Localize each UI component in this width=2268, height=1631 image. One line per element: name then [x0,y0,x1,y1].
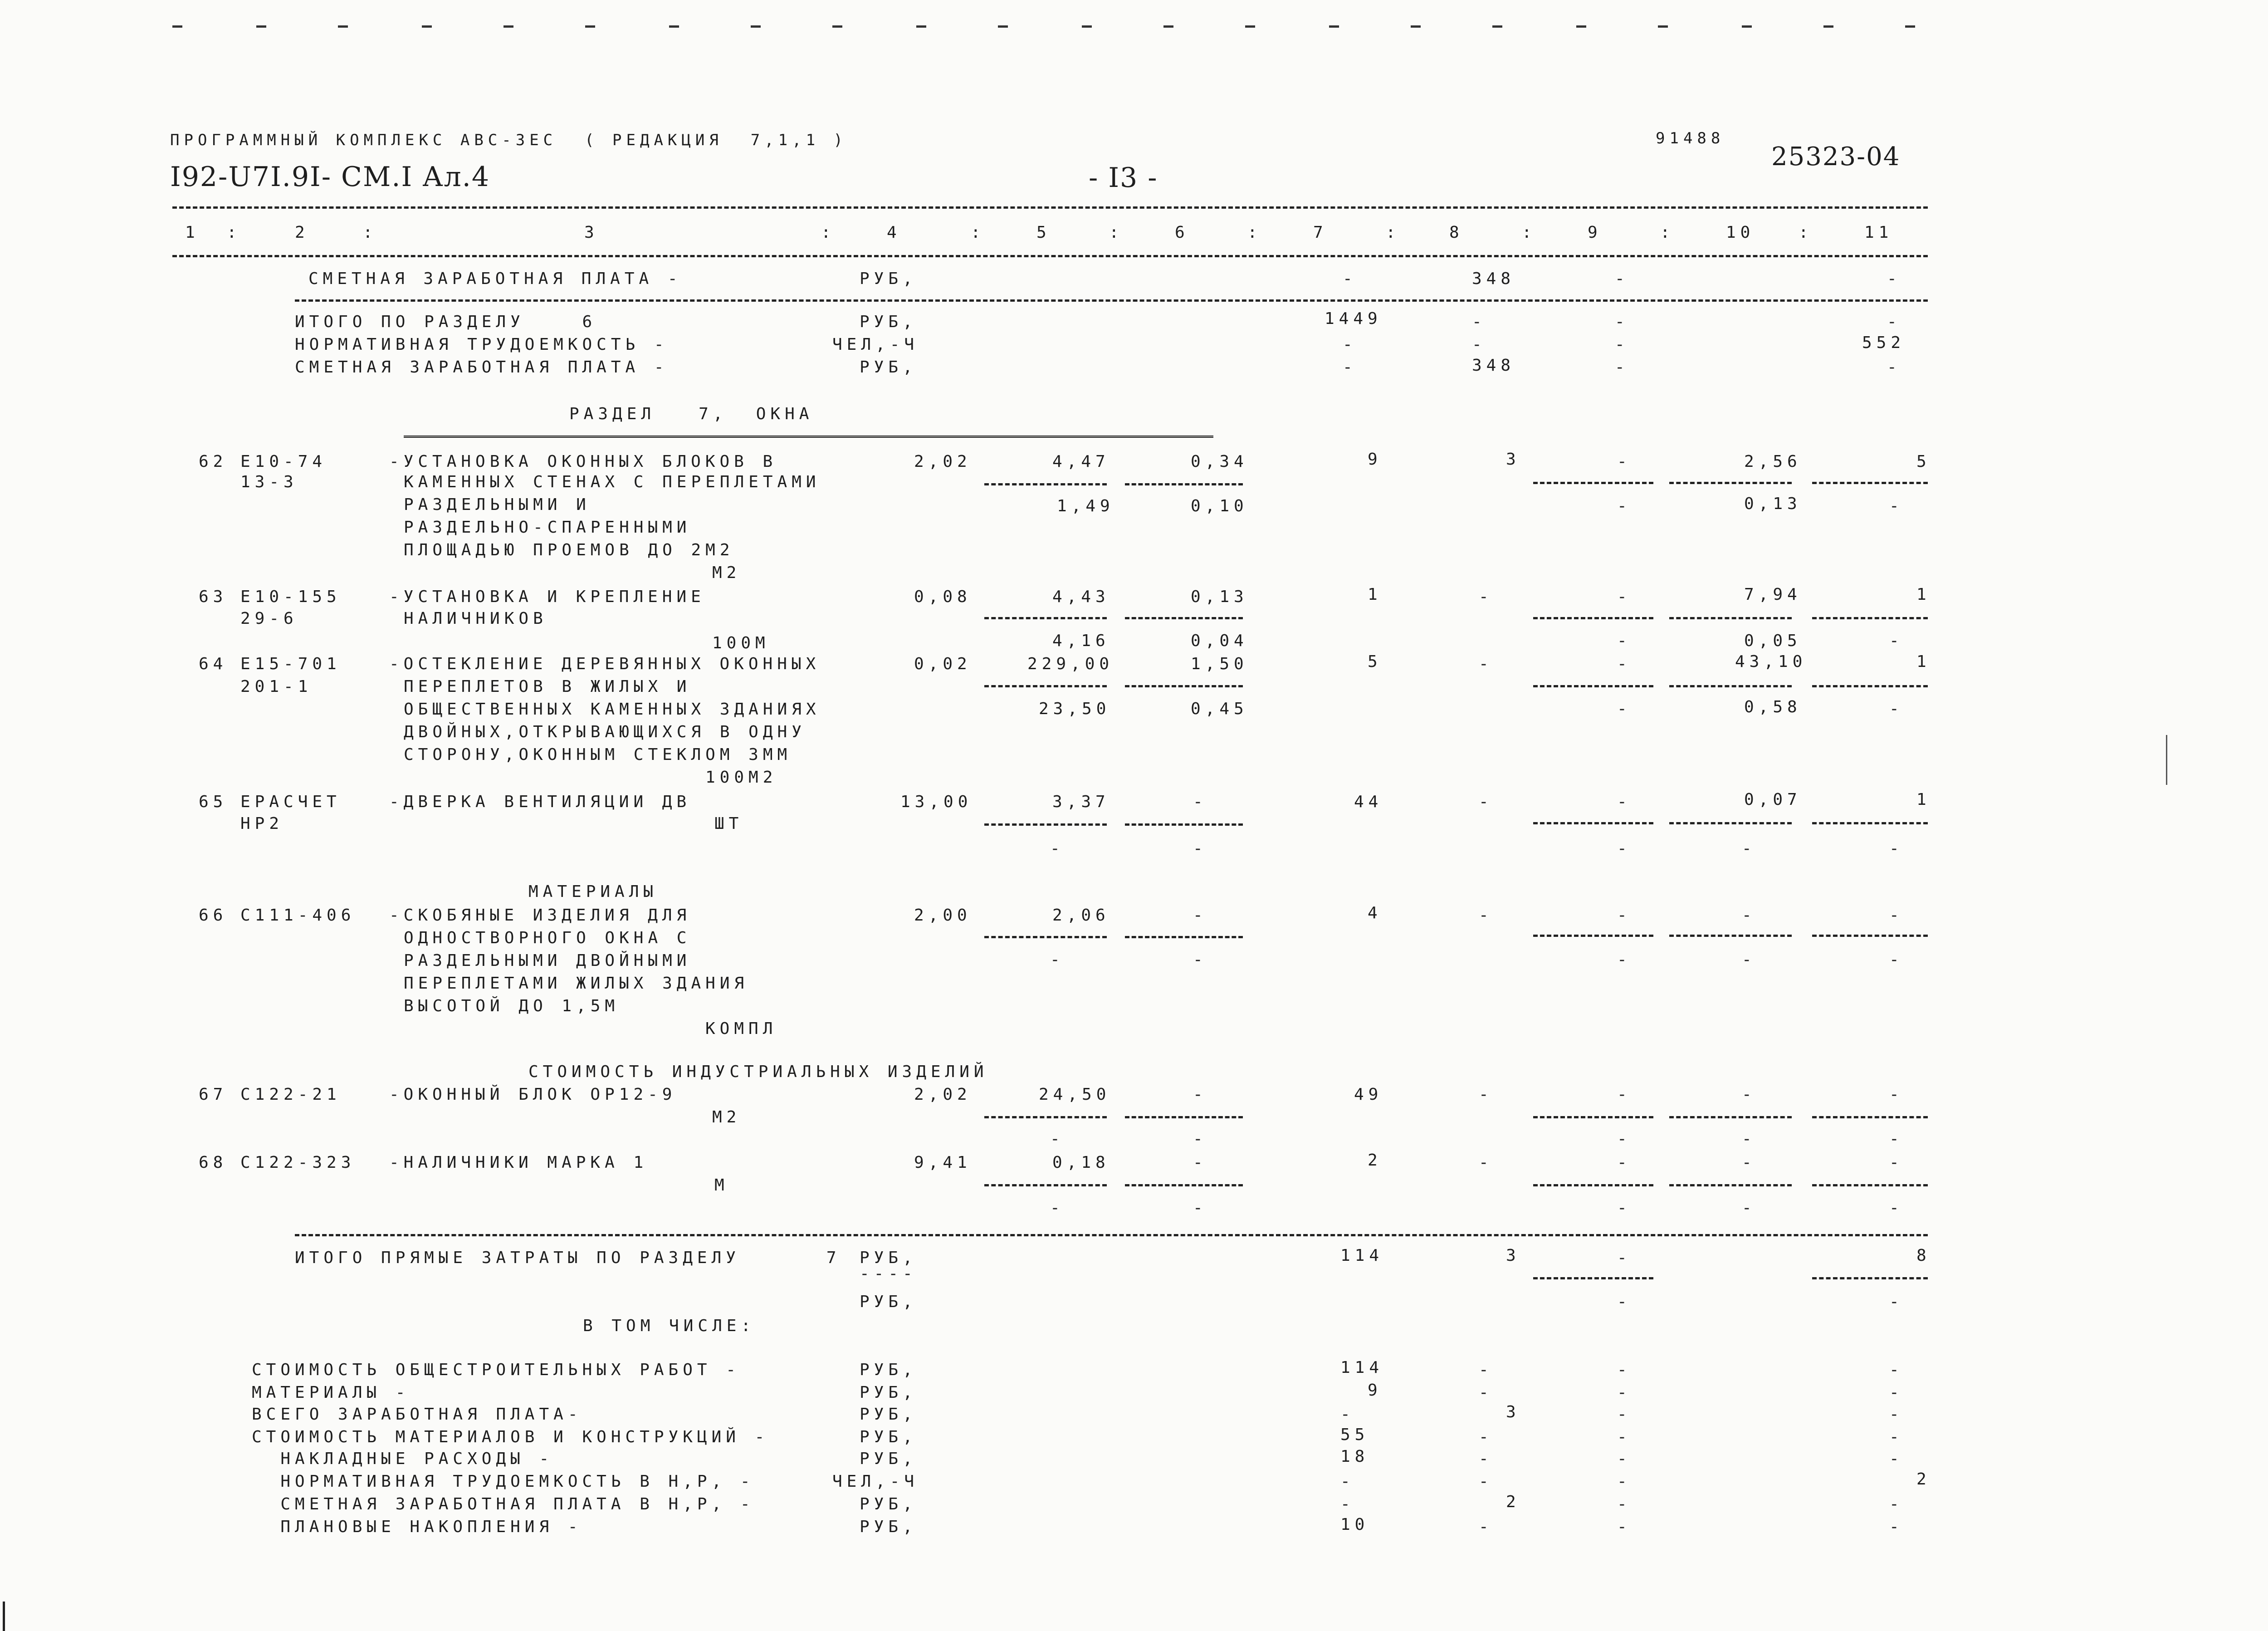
totals-row-c8: - [1479,1450,1493,1468]
item-c10: 7,94 [1744,585,1802,604]
itogo-unit: РУБ, [860,313,917,331]
item-desc: ДВОЙНЫХ,ОТКРЫВАЮЩИХСЯ В ОДНУ [404,723,806,741]
item-c5b: - [1050,1130,1065,1148]
totals-row-unit: РУБ, [860,1383,917,1402]
item-c8: - [1479,655,1493,673]
item-c9b: - [1617,497,1632,515]
totals-row-c11: - [1889,1361,1904,1379]
item-desc: -УСТАНОВКА И КРЕПЛЕНИЕ [389,588,705,606]
item-c10b: 0,05 [1744,632,1802,650]
item-c5b: 1,49 [1057,497,1114,515]
trud-c11: 552 [1862,333,1906,352]
item-c7: 49 [1354,1085,1383,1104]
item-c6: - [1193,793,1207,811]
item-c5: 4,47 [1052,452,1110,471]
document-code: I92-U7I.9I- СМ.I Ал.4 [170,161,490,193]
item-c11b: - [1889,1130,1904,1148]
item-c11b: - [1889,839,1904,858]
item-c7: 1 [1368,585,1382,604]
group-heading: СТОИМОСТЬ ИНДУСТРИАЛЬНЫХ ИЗДЕЛИЙ [528,1063,988,1081]
item-code: С122-323 [240,1153,356,1172]
item-desc: -СКОБЯНЫЕ ИЗДЕЛИЯ ДЛЯ [389,906,691,925]
totals-row-c7: 10 [1340,1515,1369,1534]
item-c5: 3,37 [1052,793,1110,811]
item-c4: 0,02 [914,655,972,673]
item-c6b: - [1193,950,1207,969]
pryamye-c11: 8 [1916,1246,1931,1265]
header-rule-top [172,206,1928,209]
totals-row-c9: - [1617,1472,1632,1491]
pryamye-c9-2: - [1617,1293,1632,1311]
item-c11b: - [1889,497,1904,515]
pryamye-c9: - [1617,1249,1632,1267]
smetnaya-c9: - [1615,269,1629,288]
item-c9: - [1617,1085,1632,1104]
item-c9: - [1617,906,1632,925]
totals-row-unit: РУБ, [860,1428,917,1446]
item-c7: 44 [1354,793,1383,811]
item-desc: РАЗДЕЛЬНО-СПАРЕННЫМИ [404,518,691,537]
item-c9b: - [1617,1130,1632,1148]
item-code-sub: 201-1 [240,677,313,696]
item-code: Е15-701 [240,655,341,673]
item-desc: -ДВЕРКА ВЕНТИЛЯЦИИ ДВ [389,793,691,811]
item-desc: РАЗДЕЛЬНЫМИ ДВОЙНЫМИ [404,951,691,970]
item-c4: 13,00 [900,793,973,811]
item-c5: 2,06 [1052,906,1110,925]
section-title: РАЗДЕЛ 7, ОКНА [569,405,814,423]
project-code: 25323-04 [1771,142,1901,171]
col-5: 5 [1036,223,1051,242]
item-c11: 1 [1916,790,1931,809]
col-4: 4 [887,223,901,242]
totals-row-c9: - [1617,1518,1632,1536]
item-c4: 2,02 [914,452,972,471]
pryamye-c8: 3 [1506,1246,1520,1265]
smetnaya-c11: - [1887,269,1901,288]
totals-row-c11: - [1889,1405,1904,1424]
item-code-sub: 29-6 [240,609,298,628]
item-desc: -УСТАНОВКА ОКОННЫХ БЛОКОВ В [389,452,777,471]
item-desc: -ОСТЕКЛЕНИЕ ДЕРЕВЯННЫХ ОКОННЫХ [389,655,821,673]
item-c10: 43,10 [1735,652,1807,671]
totals-row-c8: - [1479,1428,1493,1446]
item-c10: - [1742,1085,1756,1104]
section-title-underline [404,436,1213,438]
item-c10b: - [1742,1130,1756,1148]
item-c11b: - [1889,700,1904,718]
totals-row-c8: - [1479,1472,1493,1491]
item-unit: ШТ [714,814,743,833]
totals-row-unit: РУБ, [860,1495,917,1513]
item-c11: - [1889,1153,1904,1172]
item-c11b: - [1889,1199,1904,1217]
item-num: 63 [199,588,228,606]
smet2-c9: - [1615,358,1629,377]
item-c11: 1 [1916,652,1931,671]
scan-edge-mark [2166,735,2167,785]
item-c6: - [1193,906,1207,925]
item-desc: -ОКОННЫЙ БЛОК ОР12-9 [389,1085,677,1104]
col-2: 2 [295,223,309,242]
item-c10b: - [1742,839,1756,858]
item-desc: СТОРОНУ,ОКОННЫМ СТЕКЛОМ 3ММ [404,745,792,764]
totals-row-label: СТОИМОСТЬ МАТЕРИАЛОВ И КОНСТРУКЦИЙ - [252,1428,769,1446]
item-c5: 4,43 [1052,588,1110,606]
totals-row-unit: РУБ, [860,1405,917,1424]
smetnaya-c8: 348 [1472,269,1515,288]
item-c10b: - [1742,950,1756,969]
item-num: 65 [199,793,228,811]
item-desc: ПЕРЕПЛЕТОВ В ЖИЛЫХ И [404,677,691,696]
smet2-c7: - [1343,358,1357,377]
item-num: 64 [199,655,228,673]
item-num: 62 [199,452,228,471]
totals-row-c11: 2 [1916,1470,1931,1489]
item-c9: - [1617,1153,1632,1172]
col-11: 11 [1864,223,1893,242]
item-c9b: - [1617,1199,1632,1217]
item-c8: - [1479,588,1493,606]
totals-row-c7: 55 [1340,1425,1369,1444]
page-number: - I3 - [1089,162,1158,194]
item-c7: 5 [1368,652,1382,671]
trud-c8: - [1472,335,1486,354]
col-10: 10 [1726,223,1755,242]
totals-row-label: ВСЕГО ЗАРАБОТНАЯ ПЛАТА- [252,1405,582,1424]
item-c6: 0,34 [1191,452,1248,471]
item-unit: 100М2 [705,768,777,787]
item-c9: - [1617,588,1632,606]
item-c11b: - [1889,950,1904,969]
item-desc: ВЫСОТОЙ ДО 1,5М [404,997,620,1015]
item-num: 67 [199,1085,228,1104]
item-desc: ПЛОЩАДЬЮ ПРОЕМОВ ДО 2М2 [404,541,734,559]
item-c7: 9 [1368,450,1382,469]
item-code-sub: НР2 [240,814,284,833]
item-c5: 24,50 [1039,1085,1111,1104]
totals-row-c9: - [1617,1495,1632,1513]
item-unit: КОМПЛ [705,1019,777,1038]
totals-row-c8: - [1479,1383,1493,1402]
group-heading: МАТЕРИАЛЫ [528,882,658,901]
itogo-section6-label: ИТОГО ПО РАЗДЕЛУ 6 [295,313,597,331]
item-c9: - [1617,793,1632,811]
totals-row-c7: - [1340,1405,1355,1424]
item-code: Е10-155 [240,588,341,606]
smetnaya-unit: РУБ, [860,269,917,288]
trud-c7: - [1343,335,1357,354]
trud-c9: - [1615,335,1629,354]
item-c6b: - [1193,1130,1207,1148]
totals-row-label: СТОИМОСТЬ ОБЩЕСТРОИТЕЛЬНЫХ РАБОТ - [252,1361,740,1379]
item-num: 66 [199,906,228,925]
item-unit: М2 [712,1108,741,1127]
item-c8: - [1479,1085,1493,1104]
itogo-c9: - [1615,313,1629,331]
totals-row-c8: 2 [1506,1493,1520,1511]
totals-row-c9: - [1617,1383,1632,1402]
item-c11: 1 [1916,585,1931,604]
smet2-c8: 348 [1472,356,1515,375]
totals-row-unit: РУБ, [860,1361,917,1379]
totals-row-unit: РУБ, [860,1518,917,1536]
smetnaya-c7: - [1343,269,1357,288]
item-desc: -НАЛИЧНИКИ МАРКА 1 [389,1153,648,1172]
col-9: 9 [1588,223,1602,242]
item-c5b: - [1050,950,1065,969]
totals-row-c8: 3 [1506,1403,1520,1421]
item-code-sub: 13-3 [240,473,298,491]
totals-row-c7: - [1340,1472,1355,1491]
totals-row-c11: - [1889,1495,1904,1513]
pryamye-unit-2: РУБ, [860,1293,917,1311]
item-c10: - [1742,906,1756,925]
item-c4: 9,41 [914,1153,972,1172]
itogo-c11: - [1887,313,1901,331]
totals-row-unit: РУБ, [860,1450,917,1468]
item-c10b: 0,58 [1744,698,1802,716]
document-number: 91488 [1656,129,1725,147]
pryamye-c7: 114 [1340,1246,1384,1265]
col-3: 3 [584,223,599,242]
trud-label: НОРМАТИВНАЯ ТРУДОЕМКОСТЬ - [295,335,669,354]
item-c5: 0,18 [1052,1153,1110,1172]
item-c4: 2,00 [914,906,972,925]
totals-row-c11: - [1889,1428,1904,1446]
totals-row-label: ПЛАНОВЫЕ НАКОПЛЕНИЯ - [252,1518,582,1536]
totals-row-c7: - [1340,1495,1355,1513]
totals-row-unit: ЧЕЛ,-Ч [832,1472,919,1491]
item-c9: - [1617,452,1632,471]
item-c6: - [1193,1153,1207,1172]
item-unit: 100М [712,634,770,652]
item-c9b: - [1617,839,1632,858]
smet2-c11: - [1887,358,1901,377]
item-c10b: - [1742,1199,1756,1217]
item-c9b: - [1617,950,1632,969]
item-c5b: - [1050,1199,1065,1217]
item-c11b: - [1889,632,1904,650]
item-c5b: 4,16 [1052,632,1110,650]
item-code: ЕРАСЧЕТ [240,793,341,811]
item-desc: НАЛИЧНИКОВ [404,609,547,628]
in-that-number-label: В ТОМ ЧИСЛЕ: [583,1317,756,1335]
item-code: С111-406 [240,906,356,925]
totals-row-c11: - [1889,1518,1904,1536]
item-c9: - [1617,655,1632,673]
smet2-label: СМЕТНАЯ ЗАРАБОТНАЯ ПЛАТА - [295,358,669,377]
item-c6b: 0,04 [1191,632,1248,650]
pryamye-c11-2: - [1889,1293,1904,1311]
item-num: 68 [199,1153,228,1172]
item-c6: 1,50 [1191,655,1248,673]
item-code: Е10-74 [240,452,327,471]
item-c4: 0,08 [914,588,972,606]
item-c11: 5 [1916,452,1931,471]
totals-row-c7: 9 [1368,1381,1382,1400]
totals-row-c9: - [1617,1361,1632,1379]
totals-row-c9: - [1617,1428,1632,1446]
totals-row-label: СМЕТНАЯ ЗАРАБОТНАЯ ПЛАТА В Н,Р, - [252,1495,755,1513]
totals-row-c11: - [1889,1450,1904,1468]
item-c7: 2 [1368,1151,1382,1170]
item-c5b: - [1050,839,1065,858]
totals-row-label: МАТЕРИАЛЫ - [252,1383,410,1402]
program-header: ПРОГРАММНЫЙ КОМПЛЕКС АВС-3ЕС ( РЕДАКЦИЯ 7,1,1 ) [170,131,848,149]
pryamye-unit: РУБ, [860,1249,917,1267]
item-c10: 0,07 [1744,790,1802,809]
item-c7: 4 [1368,904,1382,922]
item-c8: - [1479,1153,1493,1172]
col-7: 7 [1313,223,1328,242]
totals-row-c7: 18 [1340,1447,1369,1466]
item-desc: КАМЕННЫХ СТЕНАХ С ПЕРЕПЛЕТАМИ [404,473,821,491]
totals-rule [295,1234,1928,1236]
trud-unit: ЧЕЛ,-Ч [832,335,919,354]
totals-row-c9: - [1617,1450,1632,1468]
item-unit: М2 [712,563,741,582]
totals-row-c9: - [1617,1405,1632,1424]
item-desc: ОБЩЕСТВЕННЫХ КАМЕННЫХ ЗДАНИЯХ [404,700,821,719]
col-8: 8 [1449,223,1464,242]
item-c10b: 0,13 [1744,495,1802,513]
totals-row-c7: 114 [1340,1358,1384,1377]
item-c8: 3 [1506,450,1520,469]
item-unit: М [714,1176,729,1195]
item-c5: 229,00 [1027,655,1114,673]
item-c8: - [1479,906,1493,925]
item-c11: - [1889,906,1904,925]
col-1: 1 [185,223,200,242]
smetnaya-label: СМЕТНАЯ ЗАРАБОТНАЯ ПЛАТА - [308,269,682,288]
section6-rule [295,299,1928,302]
item-desc: РАЗДЕЛЬНЫМИ И [404,495,591,514]
item-c10: 2,56 [1744,452,1802,471]
item-c6: - [1193,1085,1207,1104]
itogo-c7: 1449 [1325,309,1382,328]
item-c10: - [1742,1153,1756,1172]
totals-row-c8: - [1479,1518,1493,1536]
totals-row-label: НАКЛАДНЫЕ РАСХОДЫ - [252,1450,554,1468]
totals-row-c11: - [1889,1383,1904,1402]
itogo-c8: - [1472,313,1486,331]
item-c4: 2,02 [914,1085,972,1104]
totals-row-c8: - [1479,1361,1493,1379]
scan-edge-mark [3,1602,5,1631]
item-c9b: - [1617,700,1632,718]
item-c6b: 0,10 [1191,497,1248,515]
pryamye-label: ИТОГО ПРЯМЫЕ ЗАТРАТЫ ПО РАЗДЕЛУ 7 [295,1249,841,1267]
item-c8: - [1479,793,1493,811]
item-c6b: - [1193,1199,1207,1217]
item-desc: ПЕРЕПЛЕТАМИ ЖИЛЫХ ЗДАНИЯ [404,974,749,993]
item-c6: 0,13 [1191,588,1248,606]
item-c6b: - [1193,839,1207,858]
smet2-unit: РУБ, [860,358,917,377]
totals-row-label: НОРМАТИВНАЯ ТРУДОЕМКОСТЬ В Н,Р, - [252,1472,755,1491]
item-c5b: 23,50 [1039,700,1111,718]
col-6: 6 [1175,223,1189,242]
item-c6b: 0,45 [1191,700,1248,718]
item-desc: ОДНОСТВОРНОГО ОКНА С [404,929,691,947]
item-c9b: - [1617,632,1632,650]
item-code: С122-21 [240,1085,341,1104]
item-c11: - [1889,1085,1904,1104]
header-rule-bottom [172,255,1928,257]
